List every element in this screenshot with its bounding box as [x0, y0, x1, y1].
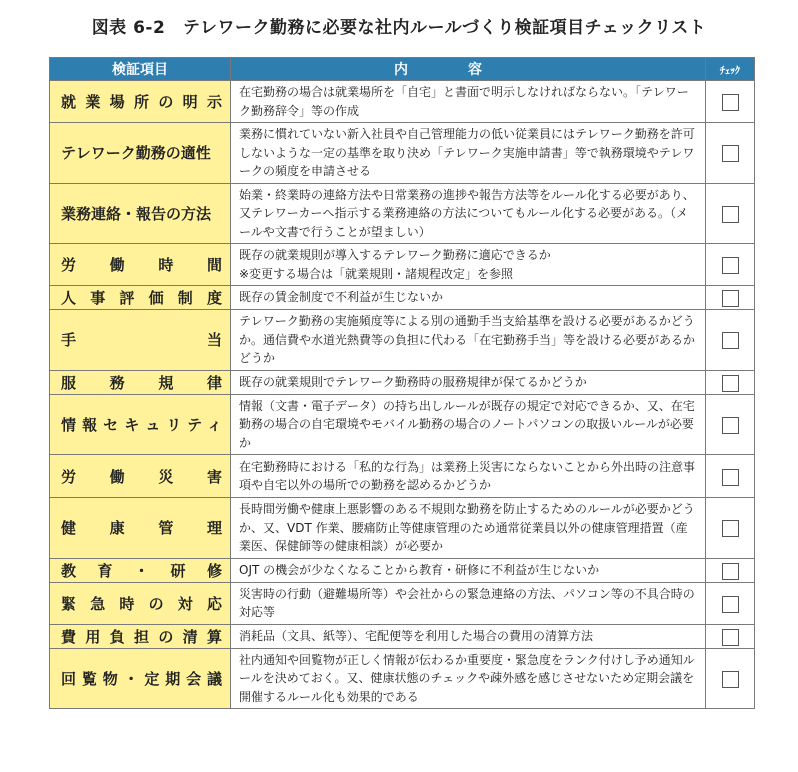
row-item-label: 労働時間: [50, 244, 231, 286]
row-item-label: 手当: [50, 310, 231, 371]
checkbox[interactable]: [722, 145, 739, 162]
table-row: [50, 648, 755, 709]
table-row: [50, 582, 755, 624]
table-row: [50, 394, 755, 455]
checkbox[interactable]: [722, 469, 739, 486]
checkbox[interactable]: [722, 520, 739, 537]
row-content: 長時間労働や健康上悪影響のある不規則な勤務を防止するためのルールが必要かどうか、又、VDT 作業、腰痛防止等健康管理のため通常従業員以外の健康管理措置（産業医、保健師等の健康相談）が必要か: [231, 498, 706, 559]
row-content: 既存の就業規則が導入するテレワーク勤務に適応できるか ※変更する場合は「就業規則・諸規程改定」を参照: [231, 244, 706, 286]
checkbox[interactable]: [722, 332, 739, 349]
checkbox[interactable]: [722, 290, 739, 307]
row-check-cell: [706, 455, 755, 498]
row-content: 社内通知や回覧物が正しく情報が伝わるか重要度・緊急度をランク付けし予め通知ルールを決めておく。又、健康状態のチェックや疎外感を感じさせないため定期会議を開催するルール化も効果的である: [231, 648, 706, 709]
checkbox[interactable]: [722, 257, 739, 274]
row-content: 情報（文書・電子データ）の持ち出しルールが既存の規定で対応できるか、又、在宅勤務の場合の自宅環境やモバイル勤務の場合のノートパソコンの取扱いルールが必要か: [231, 394, 706, 455]
table-row: [50, 183, 755, 244]
row-check-cell: [706, 370, 755, 394]
row-item-label: 情報セキュリティ: [50, 394, 231, 455]
row-check-cell: [706, 286, 755, 310]
row-content: 在宅勤務時における「私的な行為」は業務上災害にならないことから外出時の注意事項や自宅以外の場所での勤務を認めるかどうか: [231, 455, 706, 498]
checkbox[interactable]: [722, 671, 739, 688]
row-item-label: 教育・研修: [50, 558, 231, 582]
row-check-cell: [706, 582, 755, 624]
row-item-label: 緊急時の対応: [50, 582, 231, 624]
row-check-cell: [706, 123, 755, 184]
table-row: [50, 81, 755, 123]
table-row: [50, 310, 755, 371]
header-check: ﾁｪｯｸ: [706, 58, 755, 81]
table-row: [50, 624, 755, 648]
row-check-cell: [706, 624, 755, 648]
table-row: [50, 286, 755, 310]
row-item-label: 服務規律: [50, 370, 231, 394]
row-check-cell: [706, 81, 755, 123]
checkbox[interactable]: [722, 417, 739, 434]
row-item-label: テレワーク勤務の適性: [50, 123, 231, 184]
row-check-cell: [706, 244, 755, 286]
row-content: OJT の機会が少なくなることから教育・研修に不利益が生じないか: [231, 558, 706, 582]
row-content: 既存の賃金制度で不利益が生じないか: [231, 286, 706, 310]
row-check-cell: [706, 498, 755, 559]
row-item-label: 就業場所の明示: [50, 81, 231, 123]
row-item-label: 業務連絡・報告の方法: [50, 183, 231, 244]
row-check-cell: [706, 648, 755, 709]
row-content: 消耗品（文具、紙等）、宅配便等を利用した場合の費用の清算方法: [231, 624, 706, 648]
checkbox[interactable]: [722, 375, 739, 392]
table-row: [50, 123, 755, 184]
row-content: 災害時の行動（避難場所等）や会社からの緊急連絡の方法、パソコン等の不具合時の対応等: [231, 582, 706, 624]
row-content: 始業・終業時の連絡方法や日常業務の進捗や報告方法等をルール化する必要があり、又テレワーカーへ指示する業務連絡の方法についてもルール化する必要がある。（メールや文書で行うことが望ましい）: [231, 183, 706, 244]
row-item-label: 労働災害: [50, 455, 231, 498]
table-header-row: [50, 58, 755, 81]
table-row: [50, 498, 755, 559]
row-item-label: 費用負担の清算: [50, 624, 231, 648]
row-item-label: 回覧物・定期会議: [50, 648, 231, 709]
row-item-label: 健康管理: [50, 498, 231, 559]
row-content: 業務に慣れていない新入社員や自己管理能力の低い従業員にはテレワーク勤務を許可しないような一定の基準を取り決め「テレワーク実施申請書」等で執務環境やテレワークの頻度を申請させる: [231, 123, 706, 184]
header-content: 内容: [231, 58, 706, 81]
checkbox[interactable]: [722, 596, 739, 613]
checklist-table: [49, 57, 755, 709]
row-content: 在宅勤務の場合は就業場所を「自宅」と書面で明示しなければならない。「テレワーク勤務辞令」等の作成: [231, 81, 706, 123]
table-row: [50, 455, 755, 498]
header-item: 検証項目: [50, 58, 231, 81]
checkbox[interactable]: [722, 206, 739, 223]
row-check-cell: [706, 310, 755, 371]
checkbox[interactable]: [722, 94, 739, 111]
checkbox[interactable]: [722, 629, 739, 646]
checkbox[interactable]: [722, 563, 739, 580]
row-item-label: 人事評価制度: [50, 286, 231, 310]
row-content: テレワーク勤務の実施頻度等による別の通勤手当支給基準を設ける必要があるかどうか。通信費や水道光熱費等の負担に代わる「在宅勤務手当」等を設ける必要があるかどうか: [231, 310, 706, 371]
table-row: [50, 244, 755, 286]
row-content: 既存の就業規則でテレワーク勤務時の服務規律が保てるかどうか: [231, 370, 706, 394]
page-title: 図表 6-2 テレワーク勤務に必要な社内ルールづくり検証項目チェックリスト: [91, 18, 707, 38]
table-row: [50, 558, 755, 582]
row-check-cell: [706, 183, 755, 244]
row-check-cell: [706, 394, 755, 455]
row-check-cell: [706, 558, 755, 582]
table-row: [50, 370, 755, 394]
